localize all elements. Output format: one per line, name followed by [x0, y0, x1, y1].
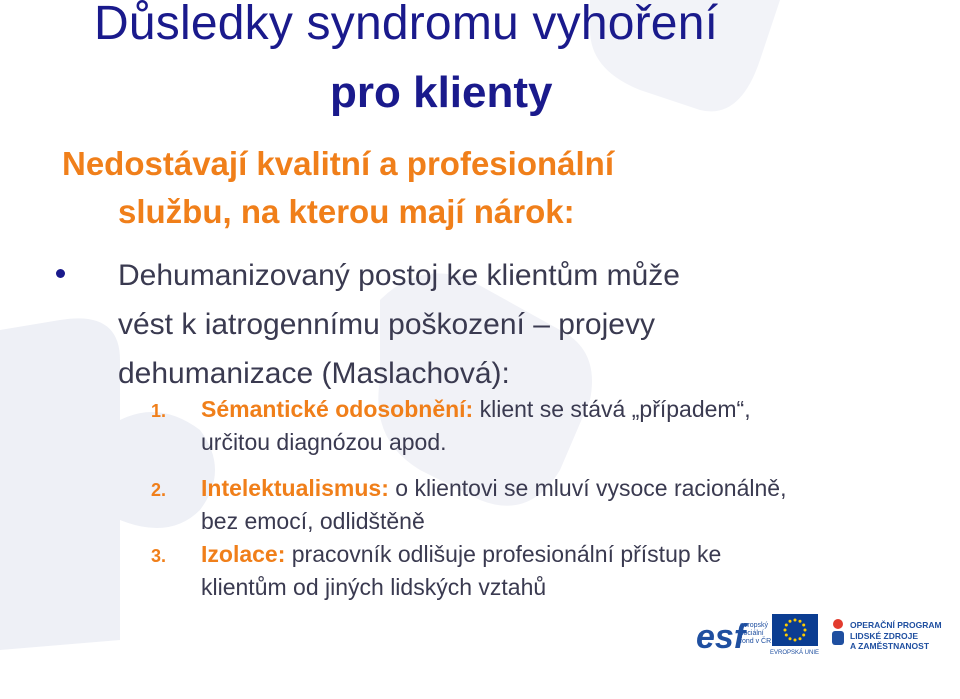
bullet-line-1: Dehumanizovaný postoj ke klientům může [118, 259, 680, 292]
list-item-body [201, 538, 721, 604]
list-item-term: Izolace: [201, 541, 286, 567]
esf-logo-caption [740, 622, 771, 646]
bullet-dot-icon [56, 269, 65, 278]
list-item-line-1 [201, 538, 721, 571]
footer-logos [694, 612, 956, 664]
list-item-body [201, 472, 786, 538]
bullet-line-2: vést k iatrogennímu poškození – projevy [118, 308, 655, 341]
op-logo-line: A ZAMĚSTNANOST [850, 641, 930, 651]
section-heading [62, 140, 614, 236]
bullet-paragraph [118, 251, 680, 398]
list-item-term: Intelektualismus: [201, 475, 389, 501]
esf-caption-line: fond v ČR [740, 638, 772, 645]
section-heading-line-1: Nedostávají kvalitní a profesionální [62, 145, 614, 182]
list-item-number: 2. [151, 480, 167, 500]
list-item-term: Sémantické odosobnění: [201, 396, 474, 422]
list-item-line-2: bez emocí, odlidštěně [201, 508, 425, 534]
slide-subtitle: pro klienty [330, 68, 553, 117]
eu-logo-caption: EVROPSKÁ UNIE [770, 650, 820, 656]
op-logo-line: OPERAČNÍ PROGRAM [850, 620, 942, 630]
slide-title: Důsledky syndromu vyhoření [94, 0, 719, 50]
op-lzz-logo-text [850, 620, 942, 652]
list-item-text: o klientovi se mluví vysoce racionálně, [388, 475, 787, 501]
list-item-line-1 [201, 472, 786, 505]
esf-caption-line: sociální [740, 630, 764, 637]
list-item-text: klient se stává „případem“, [473, 396, 751, 422]
section-heading-line-2: službu, na kterou mají nárok: [118, 193, 575, 230]
op-logo-line: LIDSKÉ ZDROJE [850, 630, 919, 641]
esf-caption-line: evropský [740, 622, 769, 629]
list-item-line-2: klientům od jiných lidských vztahů [201, 574, 547, 600]
list-item-number: 3. [151, 546, 167, 566]
list-item-text: pracovník odlišuje profesionální přístup ke [285, 541, 722, 567]
list-item-line-1 [201, 393, 751, 426]
list-item-body [201, 393, 751, 459]
list-item-line-2: určitou diagnózou apod. [201, 429, 447, 455]
bullet-line-3: dehumanizace (Maslachová): [118, 357, 510, 390]
list-item-number: 1. [151, 401, 167, 421]
eu-flag-icon [772, 614, 818, 646]
esf-logo-letters: esf [696, 618, 746, 656]
op-lzz-logo-icon [829, 618, 847, 648]
